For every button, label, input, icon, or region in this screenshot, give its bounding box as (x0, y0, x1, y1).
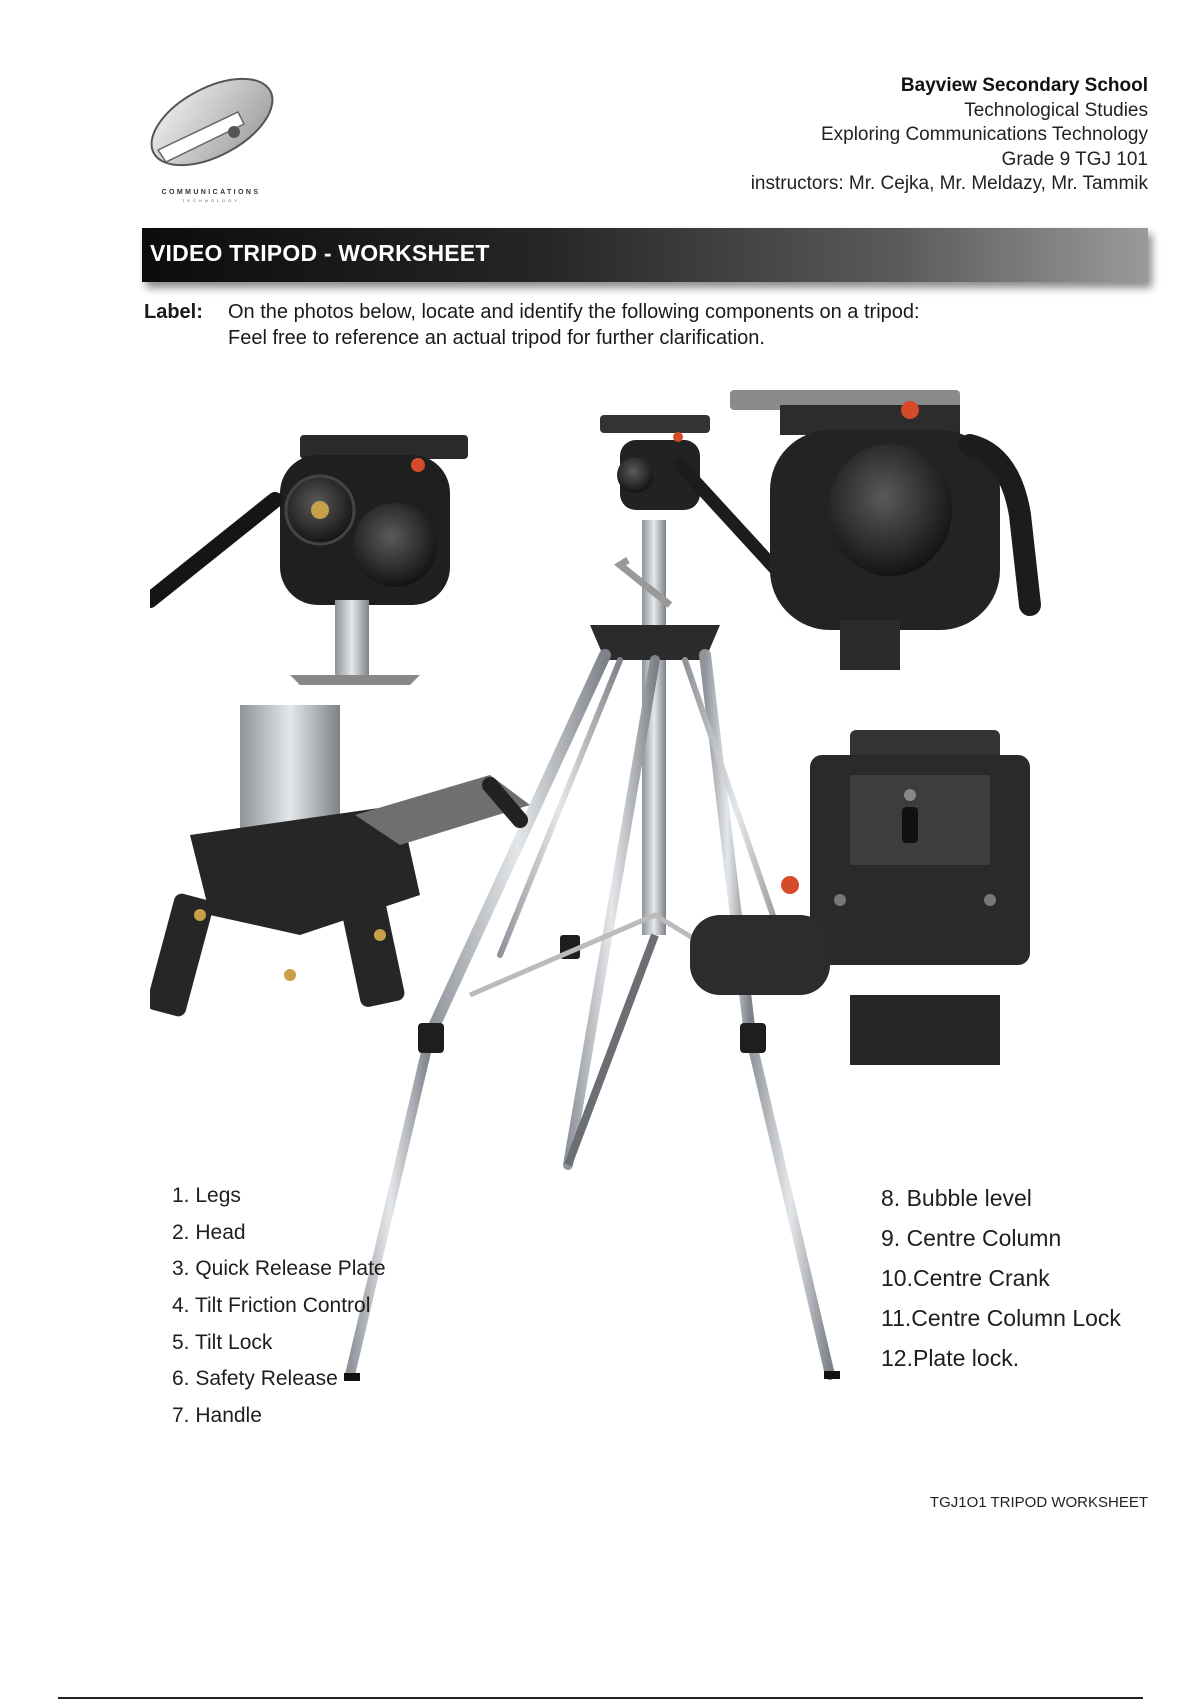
school-info (751, 74, 1148, 197)
list-item: 11.Centre Column Lock (881, 1305, 1121, 1331)
footer-code: TGJ1O1 TRIPOD WORKSHEET (929, 1494, 1148, 1511)
school-name: Bayview Secondary School (900, 75, 1148, 96)
list-item: 5. Tilt Lock (172, 1330, 273, 1354)
plate-detail-photo-right (690, 730, 1030, 1065)
components-list-left (172, 1184, 386, 1441)
bottom-divider (58, 1697, 1143, 1699)
list-item: 9. Centre Column (881, 1225, 1062, 1251)
instruction-line-2: Feel free to reference an actual tripod for further clarification. (228, 327, 765, 349)
grade-code: Grade 9 TGJ 101 (1001, 148, 1148, 170)
head-detail-photo-top-right (730, 390, 1030, 670)
worksheet-title-bar (142, 228, 1148, 282)
course-name: Exploring Communications Technology (820, 124, 1148, 145)
list-item: 7. Handle (172, 1404, 262, 1428)
list-item: 1. Legs (172, 1184, 241, 1207)
list-item: 4. Tilt Friction Control (172, 1294, 371, 1318)
instruction-label: Label: (144, 301, 203, 323)
list-item: 2. Head (172, 1220, 246, 1244)
instruction-line-1: On the photos below, locate and identify the following components on a tripod: (228, 301, 920, 323)
spider-detail-photo-left (150, 705, 530, 1018)
instructors: instructors: Mr. Cejka, Mr. Meldazy, Mr. Tammik (750, 173, 1148, 194)
logo-subtext: TECHNOLOGY (181, 198, 240, 203)
logo-text: COMMUNICATIONS (161, 189, 261, 196)
list-item: 8. Bubble level (881, 1185, 1032, 1211)
communications-technology-logo (142, 72, 282, 207)
list-item: 3. Quick Release Plate (172, 1257, 386, 1281)
list-item: 6. Safety Release (172, 1367, 338, 1391)
list-item: 10.Centre Crank (881, 1265, 1050, 1291)
components-list-right (881, 1185, 1121, 1385)
list-item: 12.Plate lock. (881, 1345, 1020, 1371)
tripod-legs (350, 655, 830, 1375)
department: Technological Studies (964, 99, 1148, 121)
head-detail-photo-top-left (150, 435, 468, 685)
worksheet-title: VIDEO TRIPOD - WORKSHEET (150, 240, 490, 266)
